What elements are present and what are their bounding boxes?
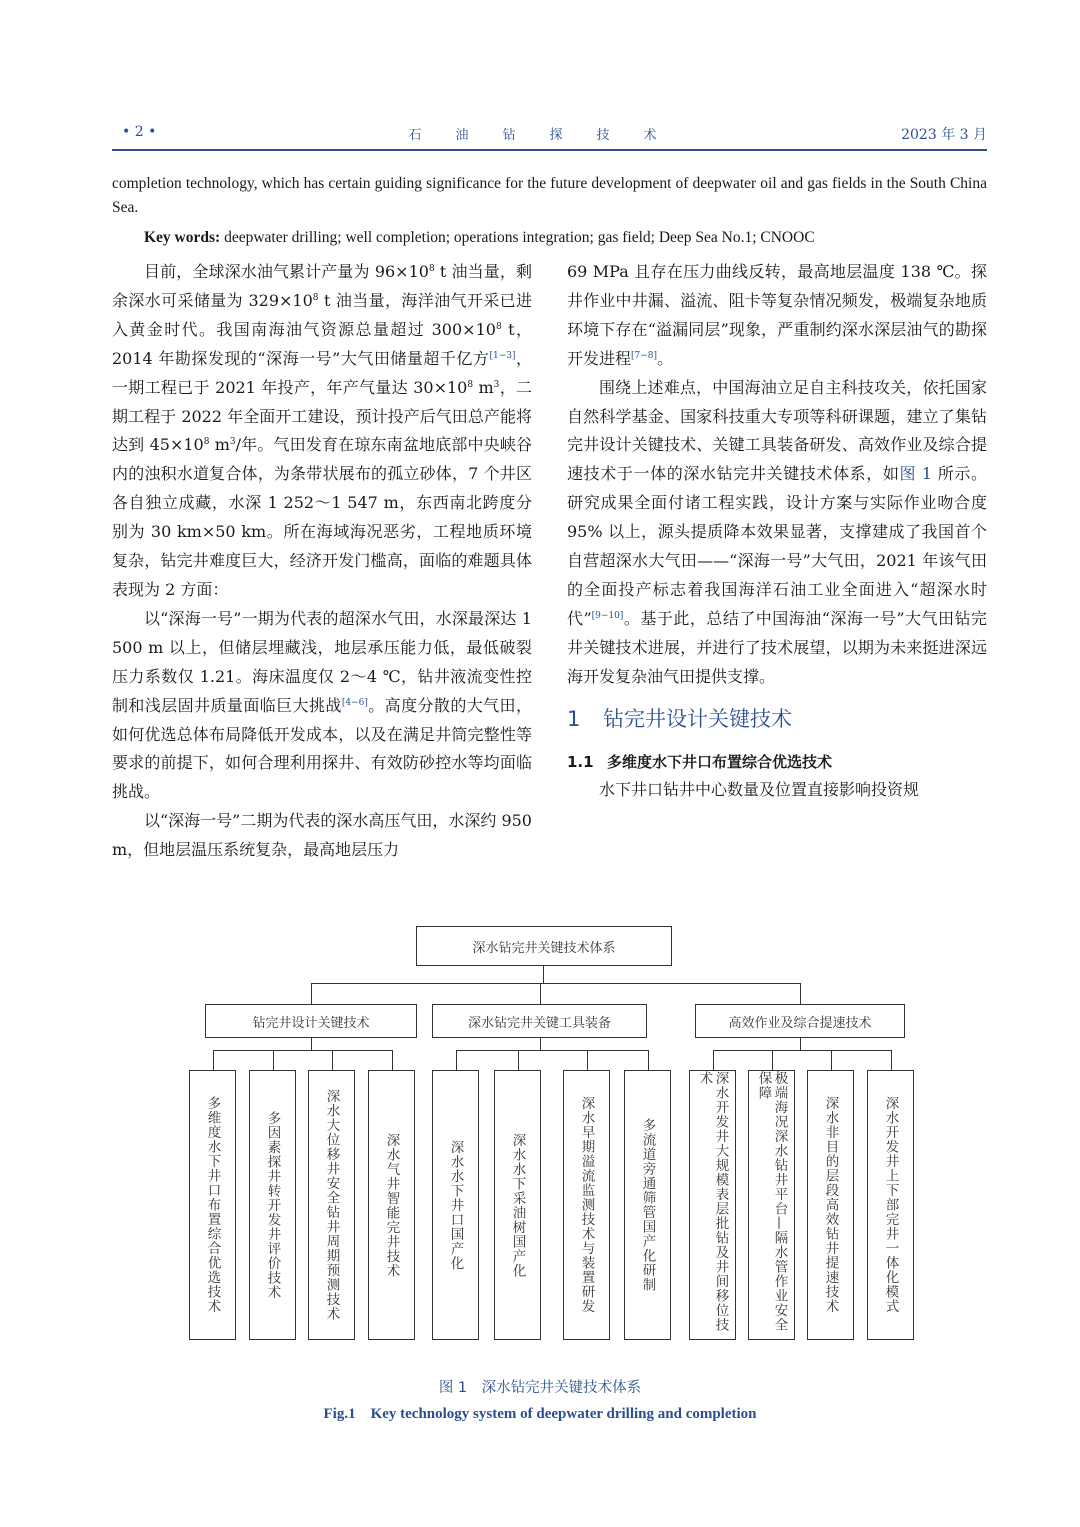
connector-line	[456, 1050, 648, 1051]
connector-line	[800, 1038, 801, 1050]
connector-line	[713, 1050, 714, 1070]
paragraph: 以“深海一号”二期为代表的深水高压气田，水深约 950 m，但地层温压系统复杂，最高地层压力	[112, 811, 532, 860]
figure-caption-en: Fig.1 Key technology system of deepwater drilling and completion	[323, 1406, 757, 1422]
group-box: 高效作业及综合提速技术	[695, 1004, 905, 1038]
leaf-label: 深水非目的层段高效钻井提速技术	[822, 1096, 839, 1314]
journal-title: 石油钻探技术	[408, 128, 691, 143]
issue-date: 2023 年 3 月	[901, 127, 987, 143]
leaf-box	[249, 1070, 296, 1340]
connector-line	[456, 1050, 457, 1070]
leaf-label: 多流道旁通筛管国产化研制	[639, 1118, 656, 1292]
connector-line	[831, 1050, 832, 1070]
leaf-label: 深水气井智能完井技术	[383, 1132, 400, 1278]
leaf-box	[867, 1070, 914, 1340]
leaf-box	[494, 1070, 541, 1340]
connector-line	[543, 966, 544, 984]
connector-line	[392, 1050, 393, 1070]
connector-line	[213, 1050, 392, 1051]
group-box: 钻完井设计关键技术	[205, 1004, 417, 1038]
root-box: 深水钻完井关键技术体系	[416, 926, 672, 966]
leaf-box	[432, 1070, 479, 1340]
left-column	[112, 258, 532, 865]
connector-line	[891, 1050, 892, 1070]
figure-reference[interactable]: 图 1	[899, 464, 933, 484]
figure-1-diagram	[0, 920, 1080, 1360]
connector-line	[518, 1050, 519, 1070]
right-column	[567, 258, 987, 805]
leaf-label: 深水水下井口国产化	[447, 1139, 464, 1271]
connector-line	[311, 1038, 312, 1050]
leaf-label: 深水开发井上下部完井一体化模式	[882, 1096, 899, 1314]
figure-caption-cn: 图 1 深水钻完井关键技术体系	[438, 1380, 642, 1396]
abstract-text: completion technology, which has certain guiding significance for the future development of deepwater oil and gas fields in the South China Sea.	[112, 175, 987, 216]
connector-line	[332, 1050, 333, 1070]
leaf-label: 极端海况深水钻井平台—隔水管作业安全保障	[755, 1071, 788, 1332]
connector-line	[311, 983, 800, 984]
paragraph: 以“深海一号”一期为代表的超深水气田，水深最深达 1 500 m 以上，但储层埋藏浅，地层承压能力低，最低破裂压力系数仅 1.21。海床温度仅 2～4 ℃，钻井液流变性控制和浅层固井质量面临巨大挑战[4−6]。高度分散的大气田，如何优选总体布局降低开发成本，以及在满足井筒完整性等要求的前提下，如何合理利用探井、有效防砂控水等均面临挑战。	[112, 608, 532, 802]
connector-line	[540, 983, 541, 1004]
paragraph: 围绕上述难点，中国海油立足自主科技攻关，依托国家自然科学基金、国家科技重大专项等科研课题，建立了集钻完井设计关键技术、关键工具装备研发、高效作业及综合提速技术于一体的深水钻完井关键技术体系，如图 1 所示。研究成果全面付诸工程实践，设计方案与实际作业吻合度 95% 以上，源头提质降本效果显著，支撑建成了我国首个自营超深水大气田——“深海一号”大气田，2021 年该气田的全面投产标志着我国海洋石油工业全面进入“超深水时代”[9−10]。基于此，总结了中国海油“深海一号”大气田钻完井关键技术进展，并进行了技术展望，以期为未来挺进深远海开发复杂油气田提供支撑。	[567, 377, 987, 686]
connector-line	[772, 1050, 773, 1070]
keywords	[112, 226, 987, 250]
connector-line	[540, 1038, 541, 1050]
connector-line	[311, 983, 312, 1004]
leaf-box	[807, 1070, 854, 1340]
leaf-label: 深水开发井大规模表层批钻及井间移位技术	[696, 1071, 729, 1332]
leaf-box	[368, 1070, 415, 1340]
connector-line	[273, 1050, 274, 1070]
connector-line	[800, 983, 801, 1004]
leaf-label: 多维度水下井口布置综合优选技术	[204, 1096, 221, 1314]
running-header	[112, 124, 987, 148]
paragraph: 69 MPa 且存在压力曲线反转，最高地层温度 138 ℃。探井作业中井漏、溢流、阻卡等复杂情况频发，极端复杂地质环境下存在“溢漏同层”现象，严重制约深水深层油气的勘探开发进程[7−8]。	[567, 262, 987, 368]
group-box: 深水钻完井关键工具装备	[432, 1004, 647, 1038]
subsection-heading: 1.1 多维度水下井口布置综合优选技术	[567, 752, 833, 771]
keywords-list: deepwater drilling; well completion; operations integration; gas field; Deep Sea No.1; CNOOC	[220, 229, 815, 246]
leaf-box	[563, 1070, 610, 1340]
leaf-label: 深水水下采油树国产化	[509, 1132, 526, 1278]
citation[interactable]: [1−3]	[489, 350, 516, 361]
citation[interactable]: [7−8]	[631, 350, 658, 361]
connector-line	[213, 1050, 214, 1070]
leaf-box	[624, 1070, 671, 1340]
leaf-box	[189, 1070, 236, 1340]
leaf-box	[689, 1070, 736, 1340]
header-rule	[112, 149, 987, 151]
leaf-label: 深水大位移井安全钻井周期预测技术	[323, 1089, 340, 1321]
citation[interactable]: [9−10]	[591, 610, 624, 621]
connector-line	[587, 1050, 588, 1070]
keywords-label: Key words:	[144, 229, 221, 246]
paragraph: 目前，全球深水油气累计产量为 $96\times 10^8$ t 油当量，剩余深水可采储量为 $329\times 10^8$ t 油当量，海洋油气开采已进入黄金时代。我国南海油气资源总量超过 $300\times 10^8$ t，2014 年勘探发现的“深海一号”大气田储量超千亿方[1−3]，一期工程已于 2021 年投产，年产气量达 $30\times 10^8$ $m^3$，二期工程于 2022 年全面开工建设，预计投产后气田总产能将达到 $45\times 10^8$ $m^3/$年。气田发育在琼东南盆地底部中央峡谷内的浊积水道复合体，为条带状展布的孤立砂体，7 个井区各自独立成藏，水深 1 252～1 547 m，东西南北跨度分别为 30 km×50 km。所在海域海况恶劣，工程地质环境复杂，钻完井难度巨大，经济开发门槛高，面临的难题具体表现为 2 方面：	[112, 262, 532, 599]
leaf-label: 深水早期溢流监测技术与装置研发	[578, 1096, 595, 1314]
section-heading: 1 钻完井设计关键技术	[567, 706, 792, 731]
page-number: • 2 •	[122, 124, 157, 140]
connector-line	[713, 1050, 891, 1051]
paragraph: 水下井口钻井中心数量及位置直接影响投资规	[599, 779, 920, 799]
leaf-box	[308, 1070, 355, 1340]
citation[interactable]: [4−6]	[341, 697, 368, 708]
abstract-tail	[112, 172, 987, 250]
leaf-label: 多因素探井转开发井评价技术	[264, 1110, 281, 1300]
connector-line	[648, 1050, 649, 1070]
leaf-box	[748, 1070, 795, 1340]
